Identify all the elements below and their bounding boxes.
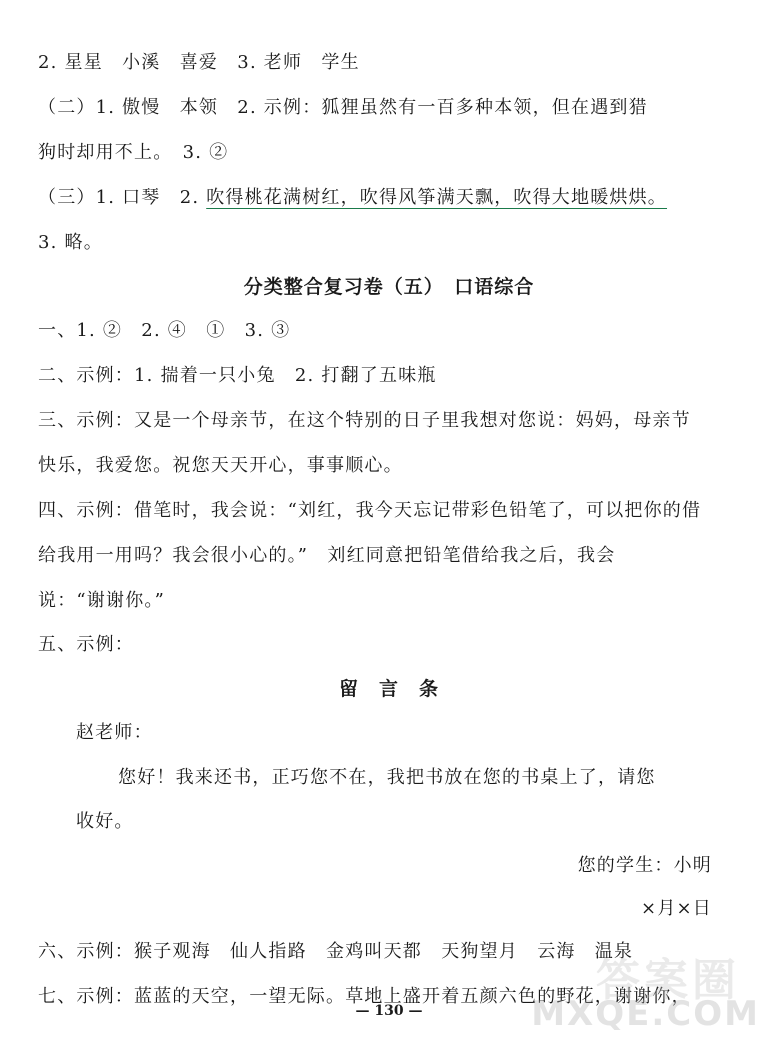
answer-line-4-prefix: （三）1. 口琴 2. bbox=[38, 187, 207, 208]
question-2: 二、示例：1. 揣着一只小兔 2. 打翻了五味瓶 bbox=[38, 365, 437, 386]
answer-line-1: 2. 星星 小溪 喜爱 3. 老师 学生 bbox=[38, 52, 360, 73]
watermark-top-text: 答案圈 bbox=[596, 955, 740, 1006]
note-salutation: 赵老师： bbox=[76, 722, 153, 743]
question-5: 五、示例： bbox=[38, 634, 134, 655]
watermark-bottom-text: MXQE.COM bbox=[531, 994, 760, 1034]
section-title: 分类整合复习卷（五） 口语综合 bbox=[243, 276, 535, 298]
question-6: 六、示例：猴子观海 仙人指路 金鸡叫天都 天狗望月 云海 温泉 bbox=[38, 941, 634, 962]
note-signature: 您的学生：小明 bbox=[577, 855, 712, 876]
note-body-line-2: 收好。 bbox=[76, 811, 134, 832]
answer-line-5: 3. 略。 bbox=[38, 232, 103, 253]
question-7: 七、示例：蓝蓝的天空，一望无际。草地上盛开着五颜六色的野花，谢谢你， bbox=[38, 986, 691, 1007]
answer-line-2: （二）1. 傲慢 本领 2. 示例：狐狸虽然有一百多种本领，但在遇到猎 bbox=[38, 97, 648, 118]
note-body-line-1: 您好！我来还书，正巧您不在，我把书放在您的书桌上了，请您 bbox=[118, 767, 656, 788]
question-1: 一、1. ② 2. ④ ① 3. ③ bbox=[38, 320, 291, 341]
question-3-line-2: 快乐，我爱您。祝您天天开心，事事顺心。 bbox=[38, 455, 403, 476]
answer-line-3: 狗时却用不上。 3. ② bbox=[38, 142, 229, 163]
question-4-line-1: 四、示例：借笔时，我会说：“刘红，我今天忘记带彩色铅笔了，可以把你的借 bbox=[38, 500, 702, 521]
answer-line-4 bbox=[38, 183, 724, 209]
question-4-line-2: 给我用一用吗？我会很小心的。” 刘红同意把铅笔借给我之后，我会 bbox=[38, 545, 616, 566]
question-3-line-1: 三、示例：又是一个母亲节，在这个特别的日子里我想对您说：妈妈，母亲节 bbox=[38, 410, 691, 431]
page-number: — 130 — bbox=[355, 1003, 423, 1019]
note-title: 留 言 条 bbox=[338, 678, 439, 700]
note-date: ×月×日 bbox=[641, 898, 712, 919]
question-4-line-3: 说：“谢谢你。” bbox=[38, 590, 166, 611]
underlined-answer: 吹得桃花满树红，吹得风筝满天飘，吹得大地暖烘烘。 bbox=[206, 187, 668, 208]
